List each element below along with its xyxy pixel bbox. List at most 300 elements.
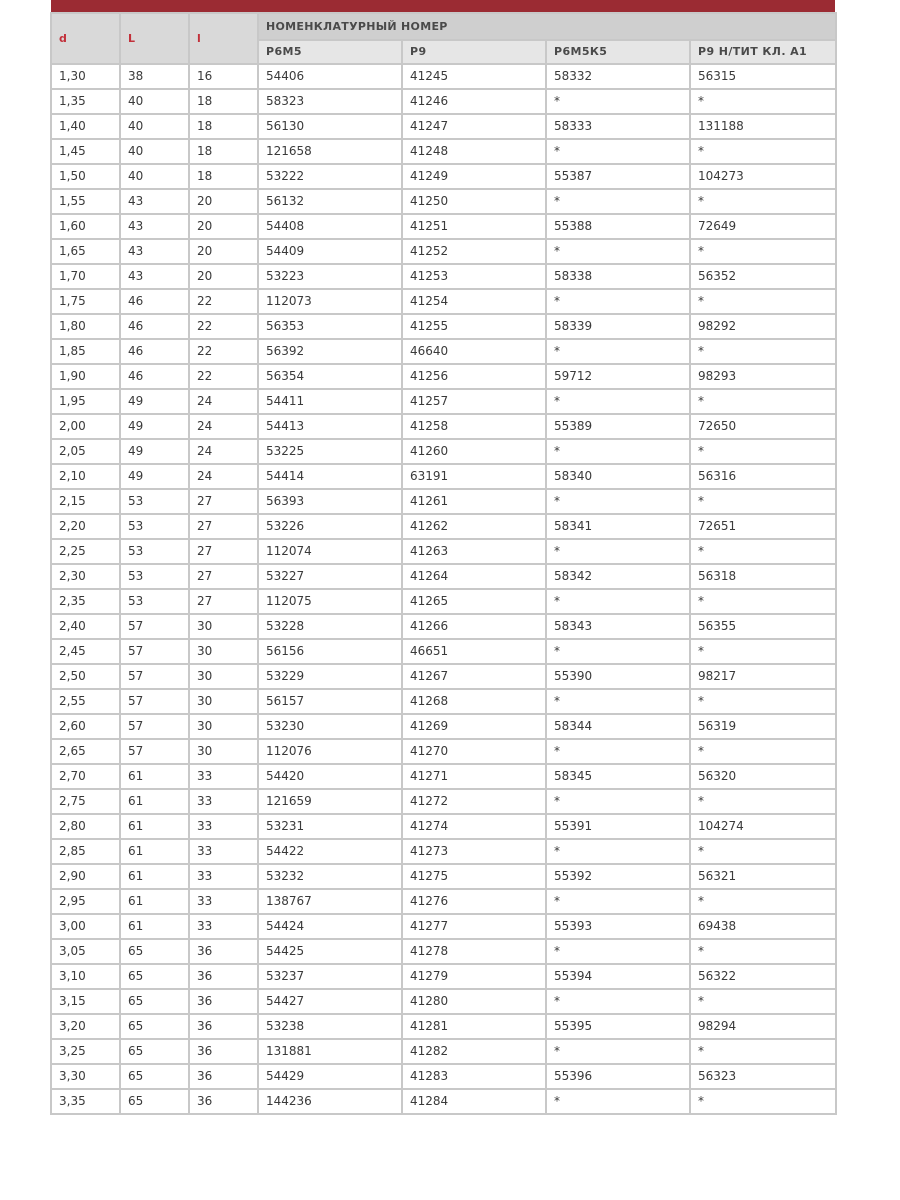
- cell-r6m5k5: 59712: [546, 364, 690, 389]
- cell-l: 22: [189, 364, 258, 389]
- cell-r9: 41256: [402, 364, 546, 389]
- cell-r9-titanium: *: [690, 389, 836, 414]
- column-group-header: НОМЕНКЛАТУРНЫЙ НОМЕР: [258, 13, 836, 40]
- cell-r6m5: 56156: [258, 639, 402, 664]
- cell-L: 61: [120, 789, 189, 814]
- cell-r9-titanium: *: [690, 289, 836, 314]
- cell-d: 1,45: [51, 139, 120, 164]
- cell-d: 1,85: [51, 339, 120, 364]
- cell-r6m5: 54425: [258, 939, 402, 964]
- cell-l: 33: [189, 914, 258, 939]
- cell-r6m5k5: 55392: [546, 864, 690, 889]
- cell-L: 65: [120, 1089, 189, 1114]
- cell-l: 30: [189, 739, 258, 764]
- cell-r6m5k5: *: [546, 789, 690, 814]
- cell-L: 57: [120, 714, 189, 739]
- cell-d: 2,65: [51, 739, 120, 764]
- cell-l: 30: [189, 714, 258, 739]
- table-row: [51, 214, 836, 239]
- cell-L: 43: [120, 239, 189, 264]
- column-header-l: l: [189, 13, 258, 64]
- table-row: [51, 689, 836, 714]
- cell-L: 65: [120, 939, 189, 964]
- cell-d: 1,65: [51, 239, 120, 264]
- cell-r6m5: 53226: [258, 514, 402, 539]
- cell-L: 40: [120, 89, 189, 114]
- cell-r9: 41249: [402, 164, 546, 189]
- cell-r9-titanium: 56355: [690, 614, 836, 639]
- cell-r9: 41262: [402, 514, 546, 539]
- cell-r9: 41280: [402, 989, 546, 1014]
- cell-r6m5k5: 55393: [546, 914, 690, 939]
- cell-r6m5k5: 58344: [546, 714, 690, 739]
- cell-r9-titanium: *: [690, 1039, 836, 1064]
- cell-l: 18: [189, 139, 258, 164]
- cell-r6m5k5: *: [546, 289, 690, 314]
- cell-d: 2,85: [51, 839, 120, 864]
- cell-L: 49: [120, 414, 189, 439]
- cell-r9-titanium: 56322: [690, 964, 836, 989]
- cell-L: 46: [120, 364, 189, 389]
- cell-r9: 41252: [402, 239, 546, 264]
- table-row: [51, 1039, 836, 1064]
- table-row: [51, 889, 836, 914]
- cell-r6m5: 58323: [258, 89, 402, 114]
- cell-r9: 41260: [402, 439, 546, 464]
- top-accent-bar: [51, 0, 835, 12]
- table-row: [51, 139, 836, 164]
- cell-l: 36: [189, 964, 258, 989]
- cell-l: 22: [189, 289, 258, 314]
- cell-r9: 41246: [402, 89, 546, 114]
- cell-d: 3,00: [51, 914, 120, 939]
- cell-d: 2,95: [51, 889, 120, 914]
- cell-r9-titanium: 104273: [690, 164, 836, 189]
- cell-l: 30: [189, 664, 258, 689]
- cell-r6m5k5: *: [546, 839, 690, 864]
- cell-r9-titanium: 56318: [690, 564, 836, 589]
- cell-r9: 41282: [402, 1039, 546, 1064]
- cell-r6m5: 54429: [258, 1064, 402, 1089]
- cell-r6m5k5: 58339: [546, 314, 690, 339]
- cell-L: 49: [120, 464, 189, 489]
- cell-l: 33: [189, 839, 258, 864]
- table-row: [51, 764, 836, 789]
- cell-d: 1,50: [51, 164, 120, 189]
- cell-d: 3,20: [51, 1014, 120, 1039]
- table-row: [51, 589, 836, 614]
- cell-r6m5k5: *: [546, 1089, 690, 1114]
- table-row: [51, 814, 836, 839]
- table-row: [51, 664, 836, 689]
- cell-l: 16: [189, 64, 258, 89]
- cell-r9: 41245: [402, 64, 546, 89]
- cell-r9-titanium: *: [690, 139, 836, 164]
- cell-r6m5: 53229: [258, 664, 402, 689]
- cell-L: 49: [120, 439, 189, 464]
- cell-r6m5: 56393: [258, 489, 402, 514]
- column-header-r9-titanium: Р9 Н/ТИТ КЛ. А1: [690, 40, 836, 64]
- cell-L: 49: [120, 389, 189, 414]
- table-row: [51, 114, 836, 139]
- cell-l: 27: [189, 539, 258, 564]
- cell-r9: 41272: [402, 789, 546, 814]
- cell-r6m5: 54422: [258, 839, 402, 864]
- cell-r6m5: 54424: [258, 914, 402, 939]
- table-row: [51, 164, 836, 189]
- cell-r6m5: 56132: [258, 189, 402, 214]
- cell-l: 33: [189, 864, 258, 889]
- cell-r9-titanium: *: [690, 989, 836, 1014]
- cell-r6m5: 53228: [258, 614, 402, 639]
- cell-d: 3,25: [51, 1039, 120, 1064]
- cell-r6m5k5: 58338: [546, 264, 690, 289]
- cell-L: 53: [120, 539, 189, 564]
- table-row: [51, 289, 836, 314]
- cell-r6m5k5: 55389: [546, 414, 690, 439]
- cell-r9: 41278: [402, 939, 546, 964]
- table-row: [51, 539, 836, 564]
- cell-r9-titanium: 56319: [690, 714, 836, 739]
- cell-r9: 41255: [402, 314, 546, 339]
- cell-L: 46: [120, 289, 189, 314]
- cell-r9: 41275: [402, 864, 546, 889]
- cell-r9: 41258: [402, 414, 546, 439]
- cell-L: 40: [120, 139, 189, 164]
- cell-r9-titanium: 98293: [690, 364, 836, 389]
- cell-r9-titanium: 104274: [690, 814, 836, 839]
- cell-r9-titanium: *: [690, 589, 836, 614]
- cell-r6m5: 53223: [258, 264, 402, 289]
- cell-L: 65: [120, 964, 189, 989]
- cell-r9: 41274: [402, 814, 546, 839]
- cell-d: 1,30: [51, 64, 120, 89]
- cell-r9: 41268: [402, 689, 546, 714]
- cell-r9-titanium: 72650: [690, 414, 836, 439]
- cell-l: 20: [189, 189, 258, 214]
- cell-r9: 41261: [402, 489, 546, 514]
- cell-r6m5: 53238: [258, 1014, 402, 1039]
- cell-L: 57: [120, 739, 189, 764]
- cell-r6m5: 54427: [258, 989, 402, 1014]
- cell-r6m5: 54409: [258, 239, 402, 264]
- cell-d: 2,15: [51, 489, 120, 514]
- cell-d: 2,60: [51, 714, 120, 739]
- cell-L: 53: [120, 564, 189, 589]
- cell-d: 1,75: [51, 289, 120, 314]
- cell-d: 2,70: [51, 764, 120, 789]
- cell-l: 30: [189, 639, 258, 664]
- cell-r6m5: 138767: [258, 889, 402, 914]
- cell-L: 46: [120, 339, 189, 364]
- cell-r6m5: 53225: [258, 439, 402, 464]
- cell-r9-titanium: *: [690, 539, 836, 564]
- cell-l: 36: [189, 1089, 258, 1114]
- table-row: [51, 839, 836, 864]
- cell-d: 3,30: [51, 1064, 120, 1089]
- cell-L: 43: [120, 189, 189, 214]
- cell-r6m5: 54420: [258, 764, 402, 789]
- cell-l: 20: [189, 264, 258, 289]
- cell-r6m5k5: 55394: [546, 964, 690, 989]
- cell-r6m5k5: *: [546, 339, 690, 364]
- cell-r6m5: 56130: [258, 114, 402, 139]
- cell-d: 2,30: [51, 564, 120, 589]
- cell-L: 65: [120, 1039, 189, 1064]
- table-row: [51, 239, 836, 264]
- cell-r9-titanium: 72651: [690, 514, 836, 539]
- cell-r6m5: 121658: [258, 139, 402, 164]
- cell-l: 20: [189, 214, 258, 239]
- table-row: [51, 339, 836, 364]
- cell-r6m5: 56392: [258, 339, 402, 364]
- cell-r6m5k5: *: [546, 139, 690, 164]
- cell-r9-titanium: *: [690, 689, 836, 714]
- cell-d: 2,10: [51, 464, 120, 489]
- column-header-r9: Р9: [402, 40, 546, 64]
- cell-r9-titanium: *: [690, 489, 836, 514]
- cell-r9: 41247: [402, 114, 546, 139]
- table-row: [51, 739, 836, 764]
- cell-d: 2,90: [51, 864, 120, 889]
- cell-l: 33: [189, 764, 258, 789]
- table-row: [51, 789, 836, 814]
- cell-r9-titanium: 56315: [690, 64, 836, 89]
- cell-r6m5: 53227: [258, 564, 402, 589]
- cell-d: 3,35: [51, 1089, 120, 1114]
- cell-r9: 41279: [402, 964, 546, 989]
- cell-r6m5k5: 58343: [546, 614, 690, 639]
- cell-r6m5k5: *: [546, 889, 690, 914]
- cell-r6m5k5: *: [546, 939, 690, 964]
- cell-L: 53: [120, 589, 189, 614]
- cell-l: 27: [189, 489, 258, 514]
- cell-r9-titanium: *: [690, 339, 836, 364]
- cell-r9: 41253: [402, 264, 546, 289]
- table-row: [51, 1014, 836, 1039]
- cell-d: 2,00: [51, 414, 120, 439]
- cell-L: 53: [120, 489, 189, 514]
- cell-r6m5: 54413: [258, 414, 402, 439]
- cell-d: 2,75: [51, 789, 120, 814]
- cell-r6m5k5: *: [546, 589, 690, 614]
- table-row: [51, 189, 836, 214]
- cell-l: 33: [189, 889, 258, 914]
- cell-l: 24: [189, 439, 258, 464]
- cell-r9: 41263: [402, 539, 546, 564]
- cell-r9-titanium: 56321: [690, 864, 836, 889]
- cell-r9: 63191: [402, 464, 546, 489]
- cell-r9: 41276: [402, 889, 546, 914]
- cell-L: 38: [120, 64, 189, 89]
- cell-l: 24: [189, 389, 258, 414]
- cell-l: 36: [189, 1064, 258, 1089]
- cell-r9-titanium: 98294: [690, 1014, 836, 1039]
- table-row: [51, 514, 836, 539]
- table-row: [51, 564, 836, 589]
- cell-r9-titanium: *: [690, 239, 836, 264]
- table-row: [51, 489, 836, 514]
- table-row: [51, 964, 836, 989]
- cell-r6m5k5: 58333: [546, 114, 690, 139]
- cell-l: 22: [189, 339, 258, 364]
- table-row: [51, 1089, 836, 1114]
- cell-r6m5k5: *: [546, 389, 690, 414]
- cell-r9: 41250: [402, 189, 546, 214]
- table-row: [51, 864, 836, 889]
- cell-r9-titanium: 69438: [690, 914, 836, 939]
- table-row: [51, 639, 836, 664]
- cell-L: 57: [120, 664, 189, 689]
- cell-r6m5: 53230: [258, 714, 402, 739]
- cell-L: 65: [120, 989, 189, 1014]
- cell-r6m5: 112075: [258, 589, 402, 614]
- cell-r9-titanium: 56320: [690, 764, 836, 789]
- cell-L: 40: [120, 114, 189, 139]
- cell-r6m5k5: 55395: [546, 1014, 690, 1039]
- cell-r9: 41284: [402, 1089, 546, 1114]
- cell-l: 24: [189, 414, 258, 439]
- cell-r9: 41267: [402, 664, 546, 689]
- cell-r6m5: 121659: [258, 789, 402, 814]
- cell-d: 2,50: [51, 664, 120, 689]
- cell-r6m5: 112073: [258, 289, 402, 314]
- cell-L: 61: [120, 914, 189, 939]
- cell-r9-titanium: 98217: [690, 664, 836, 689]
- cell-L: 61: [120, 764, 189, 789]
- cell-r6m5: 112076: [258, 739, 402, 764]
- cell-r6m5: 54411: [258, 389, 402, 414]
- cell-l: 27: [189, 564, 258, 589]
- cell-l: 36: [189, 1014, 258, 1039]
- column-header-r6m5: Р6М5: [258, 40, 402, 64]
- cell-l: 18: [189, 164, 258, 189]
- cell-r6m5k5: *: [546, 189, 690, 214]
- table-row: [51, 914, 836, 939]
- cell-L: 40: [120, 164, 189, 189]
- cell-d: 1,60: [51, 214, 120, 239]
- cell-r6m5k5: *: [546, 89, 690, 114]
- table-row: [51, 614, 836, 639]
- table-row: [51, 364, 836, 389]
- cell-r6m5k5: 58332: [546, 64, 690, 89]
- cell-l: 30: [189, 614, 258, 639]
- cell-d: 1,95: [51, 389, 120, 414]
- table-row: [51, 64, 836, 89]
- cell-r6m5: 54408: [258, 214, 402, 239]
- table-header: [51, 13, 836, 64]
- cell-r6m5: 53222: [258, 164, 402, 189]
- cell-l: 27: [189, 514, 258, 539]
- cell-d: 2,20: [51, 514, 120, 539]
- cell-r9-titanium: *: [690, 789, 836, 814]
- cell-l: 27: [189, 589, 258, 614]
- cell-r6m5k5: *: [546, 639, 690, 664]
- cell-l: 36: [189, 989, 258, 1014]
- cell-r6m5k5: *: [546, 739, 690, 764]
- cell-r9: 41264: [402, 564, 546, 589]
- cell-d: 2,55: [51, 689, 120, 714]
- cell-r9: 41248: [402, 139, 546, 164]
- cell-L: 61: [120, 814, 189, 839]
- cell-L: 61: [120, 839, 189, 864]
- cell-d: 2,35: [51, 589, 120, 614]
- cell-L: 57: [120, 689, 189, 714]
- cell-r9-titanium: 56316: [690, 464, 836, 489]
- cell-r9-titanium: 98292: [690, 314, 836, 339]
- cell-L: 53: [120, 514, 189, 539]
- cell-r6m5k5: *: [546, 489, 690, 514]
- cell-r9-titanium: 72649: [690, 214, 836, 239]
- cell-d: 1,90: [51, 364, 120, 389]
- table-row: [51, 439, 836, 464]
- cell-r6m5k5: 55388: [546, 214, 690, 239]
- cell-l: 33: [189, 789, 258, 814]
- cell-r9-titanium: *: [690, 1089, 836, 1114]
- cell-L: 57: [120, 639, 189, 664]
- cell-L: 57: [120, 614, 189, 639]
- cell-r6m5k5: 55387: [546, 164, 690, 189]
- cell-l: 24: [189, 464, 258, 489]
- drill-spec-table: [50, 12, 837, 1115]
- cell-d: 2,40: [51, 614, 120, 639]
- cell-r9-titanium: *: [690, 889, 836, 914]
- cell-r6m5k5: 55396: [546, 1064, 690, 1089]
- table-row: [51, 1064, 836, 1089]
- cell-r6m5k5: 58340: [546, 464, 690, 489]
- cell-L: 43: [120, 214, 189, 239]
- cell-r6m5k5: *: [546, 539, 690, 564]
- cell-d: 3,05: [51, 939, 120, 964]
- table-row: [51, 989, 836, 1014]
- table-row: [51, 314, 836, 339]
- table-row: [51, 264, 836, 289]
- cell-r9: 41257: [402, 389, 546, 414]
- table-row: [51, 939, 836, 964]
- cell-r9-titanium: *: [690, 439, 836, 464]
- cell-r9-titanium: *: [690, 189, 836, 214]
- cell-r6m5k5: 58345: [546, 764, 690, 789]
- cell-r9-titanium: *: [690, 639, 836, 664]
- cell-r9-titanium: 56323: [690, 1064, 836, 1089]
- cell-d: 2,45: [51, 639, 120, 664]
- cell-l: 33: [189, 814, 258, 839]
- cell-r9: 41273: [402, 839, 546, 864]
- cell-d: 2,80: [51, 814, 120, 839]
- cell-r6m5k5: *: [546, 439, 690, 464]
- table-body: [51, 64, 836, 1114]
- table-row: [51, 464, 836, 489]
- cell-r6m5: 53237: [258, 964, 402, 989]
- cell-d: 1,35: [51, 89, 120, 114]
- cell-r9: 41265: [402, 589, 546, 614]
- cell-r6m5: 56353: [258, 314, 402, 339]
- cell-d: 3,15: [51, 989, 120, 1014]
- column-header-r6m5k5: Р6М5К5: [546, 40, 690, 64]
- cell-l: 20: [189, 239, 258, 264]
- cell-d: 3,10: [51, 964, 120, 989]
- cell-l: 18: [189, 89, 258, 114]
- cell-r9: 41254: [402, 289, 546, 314]
- cell-L: 43: [120, 264, 189, 289]
- cell-r6m5k5: *: [546, 1039, 690, 1064]
- cell-r6m5k5: *: [546, 989, 690, 1014]
- cell-r9-titanium: 56352: [690, 264, 836, 289]
- cell-r6m5k5: *: [546, 239, 690, 264]
- column-header-d: d: [51, 13, 120, 64]
- cell-r6m5k5: *: [546, 689, 690, 714]
- cell-r6m5: 144236: [258, 1089, 402, 1114]
